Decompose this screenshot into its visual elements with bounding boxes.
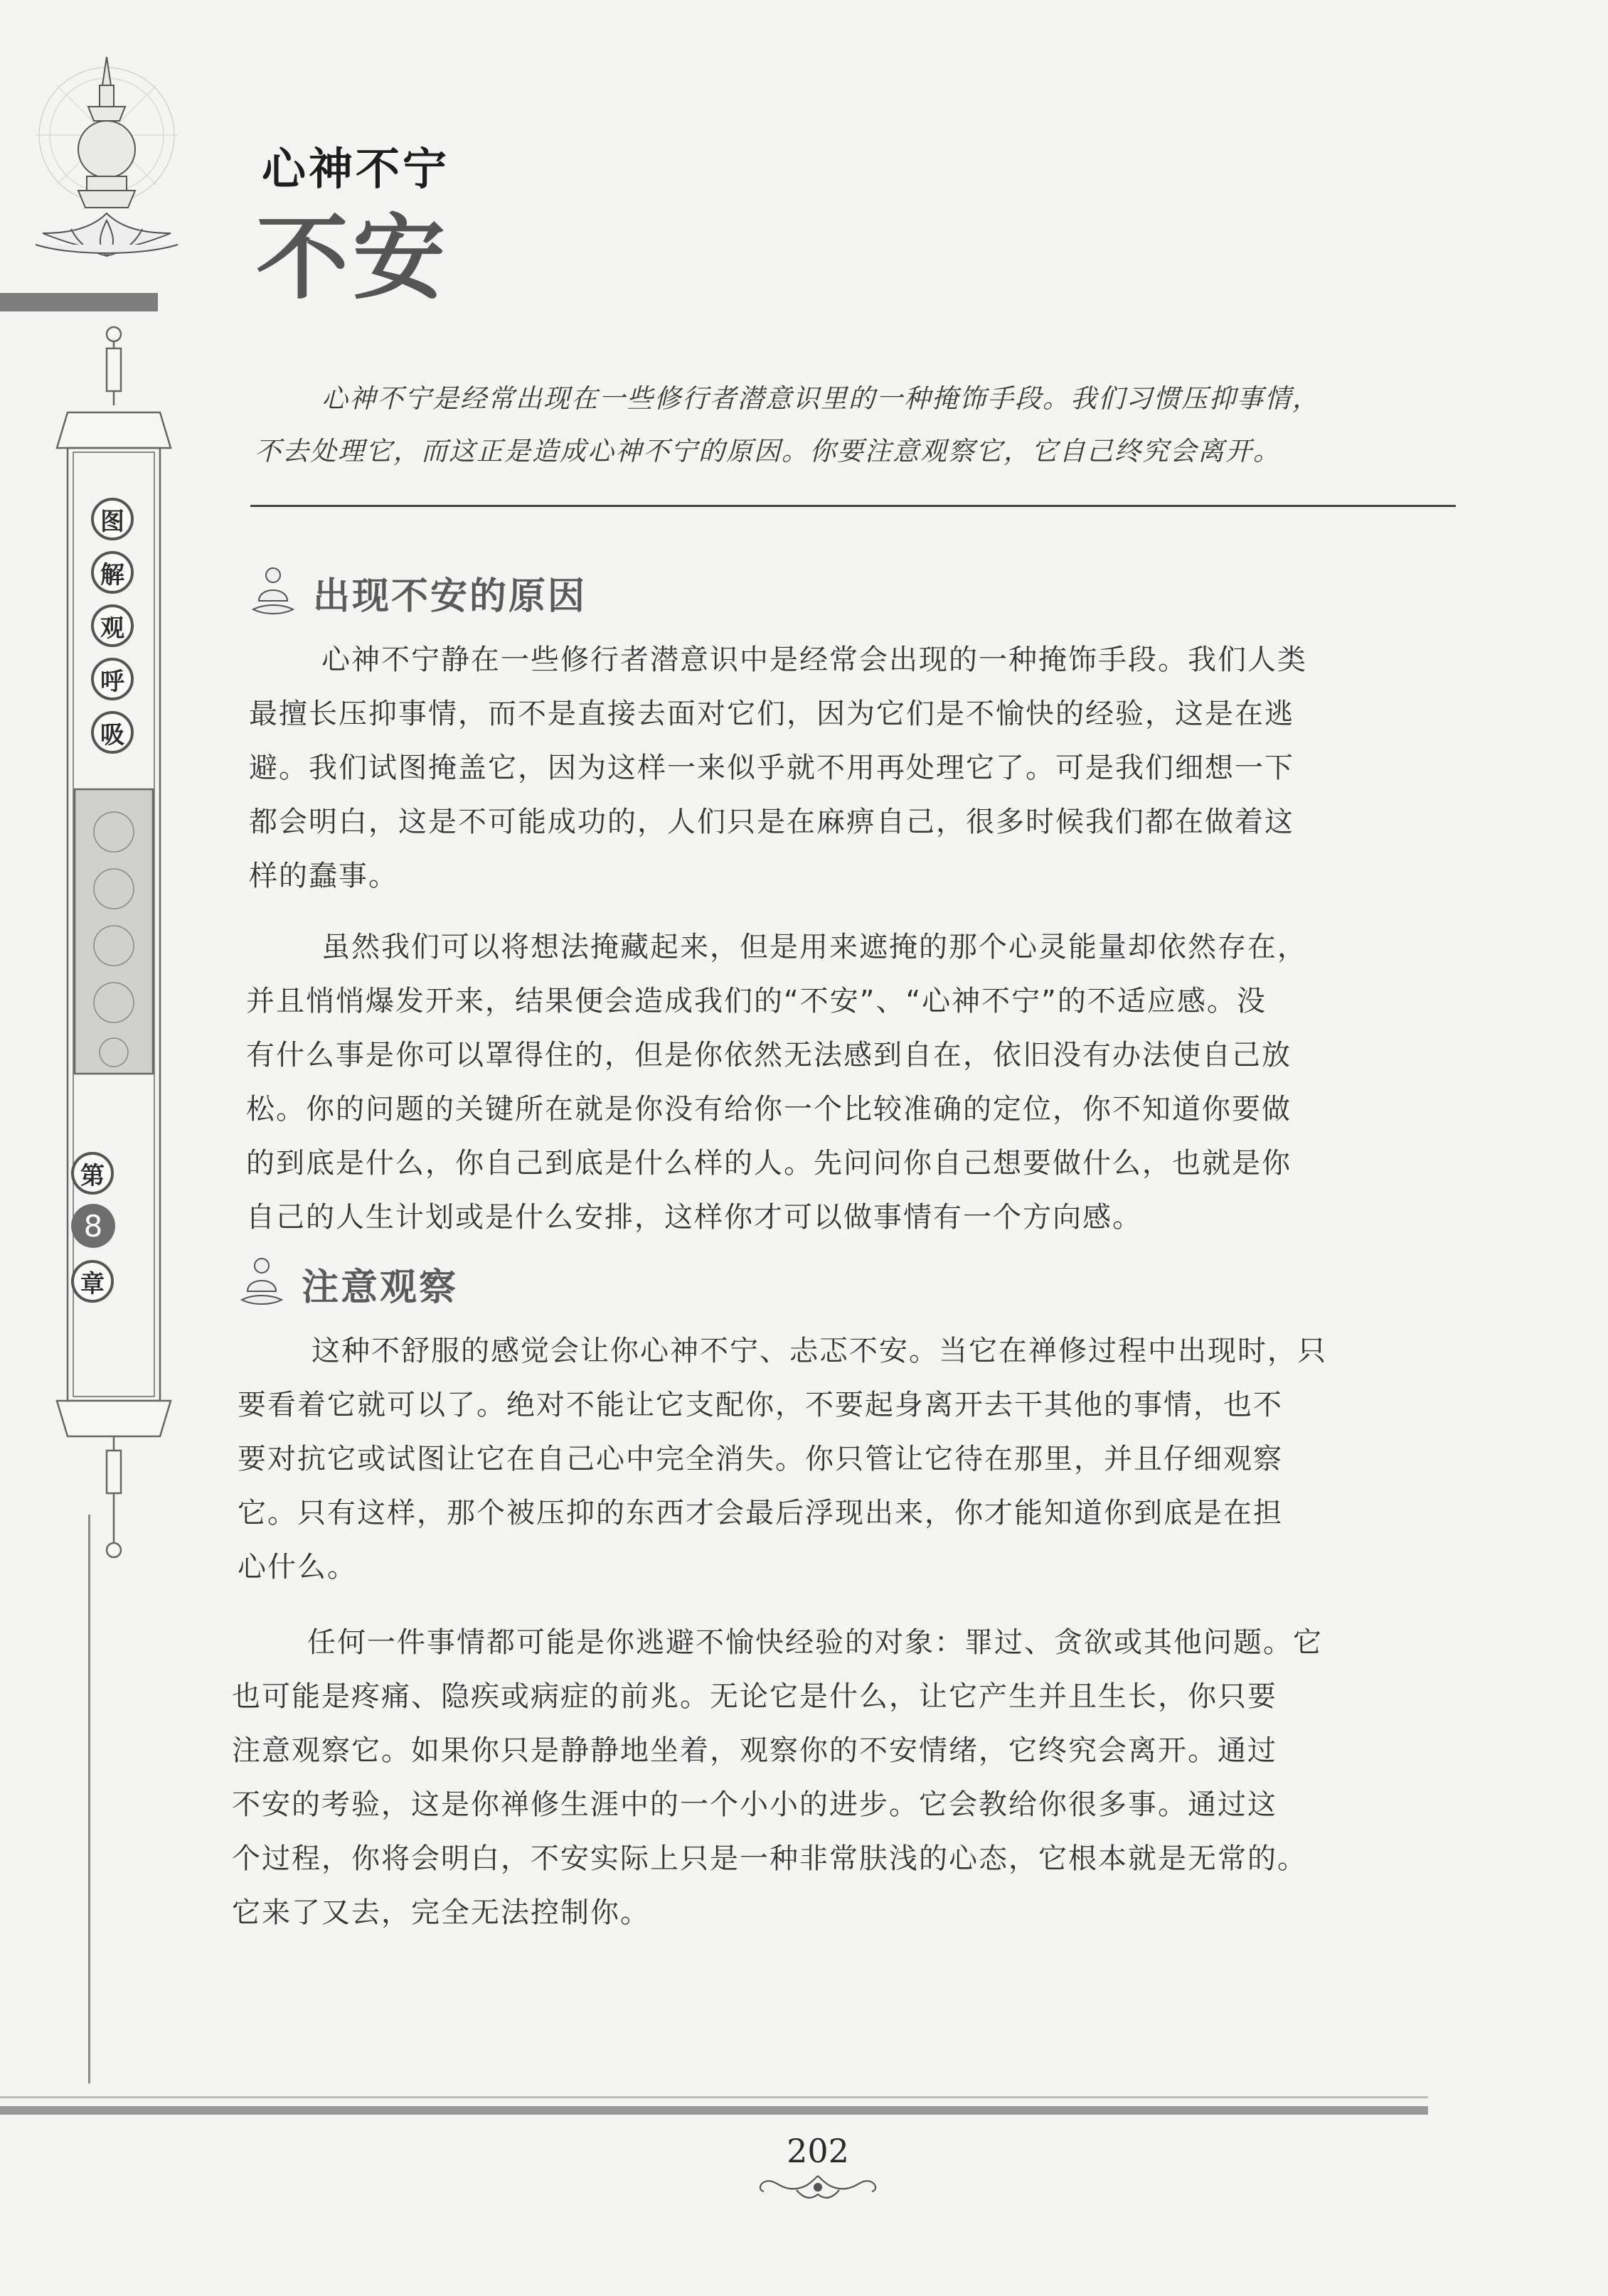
body-line: 自己的人生计划或是什么安排，这样你才可以做事情有一个方向感。 — [246, 1201, 1142, 1234]
header-bar — [0, 293, 158, 311]
body-line: 要看着它就可以了。绝对不能让它支配你，不要起身离开去干其他的事情，也不 — [238, 1389, 1283, 1421]
body-line: 的到底是什么，你自己到底是什么样的人。先问问你自己想要做什么，也就是你 — [246, 1147, 1292, 1180]
section-heading: 出现不安的原因 — [313, 575, 587, 618]
footer-flourish-icon — [754, 2169, 882, 2204]
body-line: 松。你的问题的关键所在就是你没有给你一个比较准确的定位，你不知道你要做 — [246, 1093, 1292, 1126]
body-line: 避。我们试图掩盖它，因为这样一来似乎就不用再处理它了。可是我们细想一下 — [249, 752, 1294, 784]
chapter-suffix: 章 — [71, 1260, 114, 1303]
body-line: 都会明白，这是不可能成功的，人们只是在麻痹自己，很多时候我们都在做着这 — [249, 806, 1294, 838]
book-title-char: 解 — [91, 551, 134, 594]
section-heading: 注意观察 — [302, 1266, 459, 1309]
book-title-char: 观 — [91, 604, 134, 647]
body-line: 有什么事是你可以罩得住的，但是你依然无法感到自在，依旧没有办法使自己放 — [246, 1039, 1292, 1072]
chapter-number-badge: 8 — [71, 1204, 115, 1248]
chapter-prefix: 第 — [71, 1152, 114, 1195]
footer-rule — [0, 2106, 1428, 2115]
body-line: 也可能是疼痛、隐疾或病症的前兆。无论它是什么，让它产生并且生长，你只要 — [232, 1680, 1277, 1713]
page-title: 不安 — [256, 203, 450, 312]
body-line: 心神不宁静在一些修行者潜意识中是经常会出现的一种掩饰手段。我们人类 — [321, 644, 1307, 676]
body-line: 这种不舒服的感觉会让你心神不宁、忐忑不安。当它在禅修过程中出现时，只 — [312, 1335, 1327, 1367]
buddha-icon — [239, 1256, 284, 1308]
body-line: 虽然我们可以将想法掩藏起来，但是用来遮掩的那个心灵能量却依然存在， — [321, 931, 1307, 963]
left-vertical-rule — [88, 1515, 90, 2083]
body-line: 并且悄悄爆发开来，结果便会造成我们的“不安”、“心神不宁”的不适应感。没 — [246, 985, 1267, 1018]
book-title-char: 吸 — [91, 711, 134, 754]
body-line: 任何一件事情都可能是你逃避不愉快经验的对象：罪过、贪欲或其他问题。它 — [307, 1626, 1323, 1659]
body-line: 它来了又去，完全无法控制你。 — [232, 1896, 650, 1929]
body-line: 要对抗它或试图让它在自己心中完全消失。你只管让它待在那里，并且仔细观察 — [238, 1443, 1283, 1475]
book-title-char: 呼 — [91, 658, 134, 700]
intro-line: 心神不宁是经常出现在一些修行者潜意识里的一种掩饰手段。我们习惯压抑事情， — [321, 383, 1320, 414]
body-line: 不安的考验，这是你禅修生涯中的一个小小的进步。它会教给你很多事。通过这 — [232, 1788, 1277, 1821]
page-subtitle: 心神不宁 — [262, 143, 450, 195]
footer-rule-thin — [0, 2096, 1428, 2098]
intro-divider — [250, 505, 1456, 507]
intro-line: 不去处理它，而这正是造成心神不宁的原因。你要注意观察它，它自己终究会离开。 — [255, 436, 1281, 466]
page-number: 202 — [787, 2132, 849, 2170]
buddha-icon — [250, 565, 296, 618]
body-line: 个过程，你将会明白，不安实际上只是一种非常肤浅的心态，它根本就是无常的。 — [232, 1842, 1307, 1875]
body-line: 它。只有这样，那个被压抑的东西才会最后浮现出来，你才能知道你到底是在担 — [238, 1497, 1283, 1529]
body-line: 最擅长压抑事情，而不是直接去面对它们，因为它们是不愉快的经验，这是在逃 — [249, 698, 1294, 730]
book-title-char: 图 — [91, 498, 134, 540]
body-line: 样的蠢事。 — [249, 860, 398, 892]
body-line: 注意观察它。如果你只是静静地坐着，观察你的不安情绪，它终究会离开。通过 — [232, 1734, 1277, 1767]
stupa-lotus-icon — [28, 43, 185, 284]
body-line: 心什么。 — [238, 1551, 357, 1584]
